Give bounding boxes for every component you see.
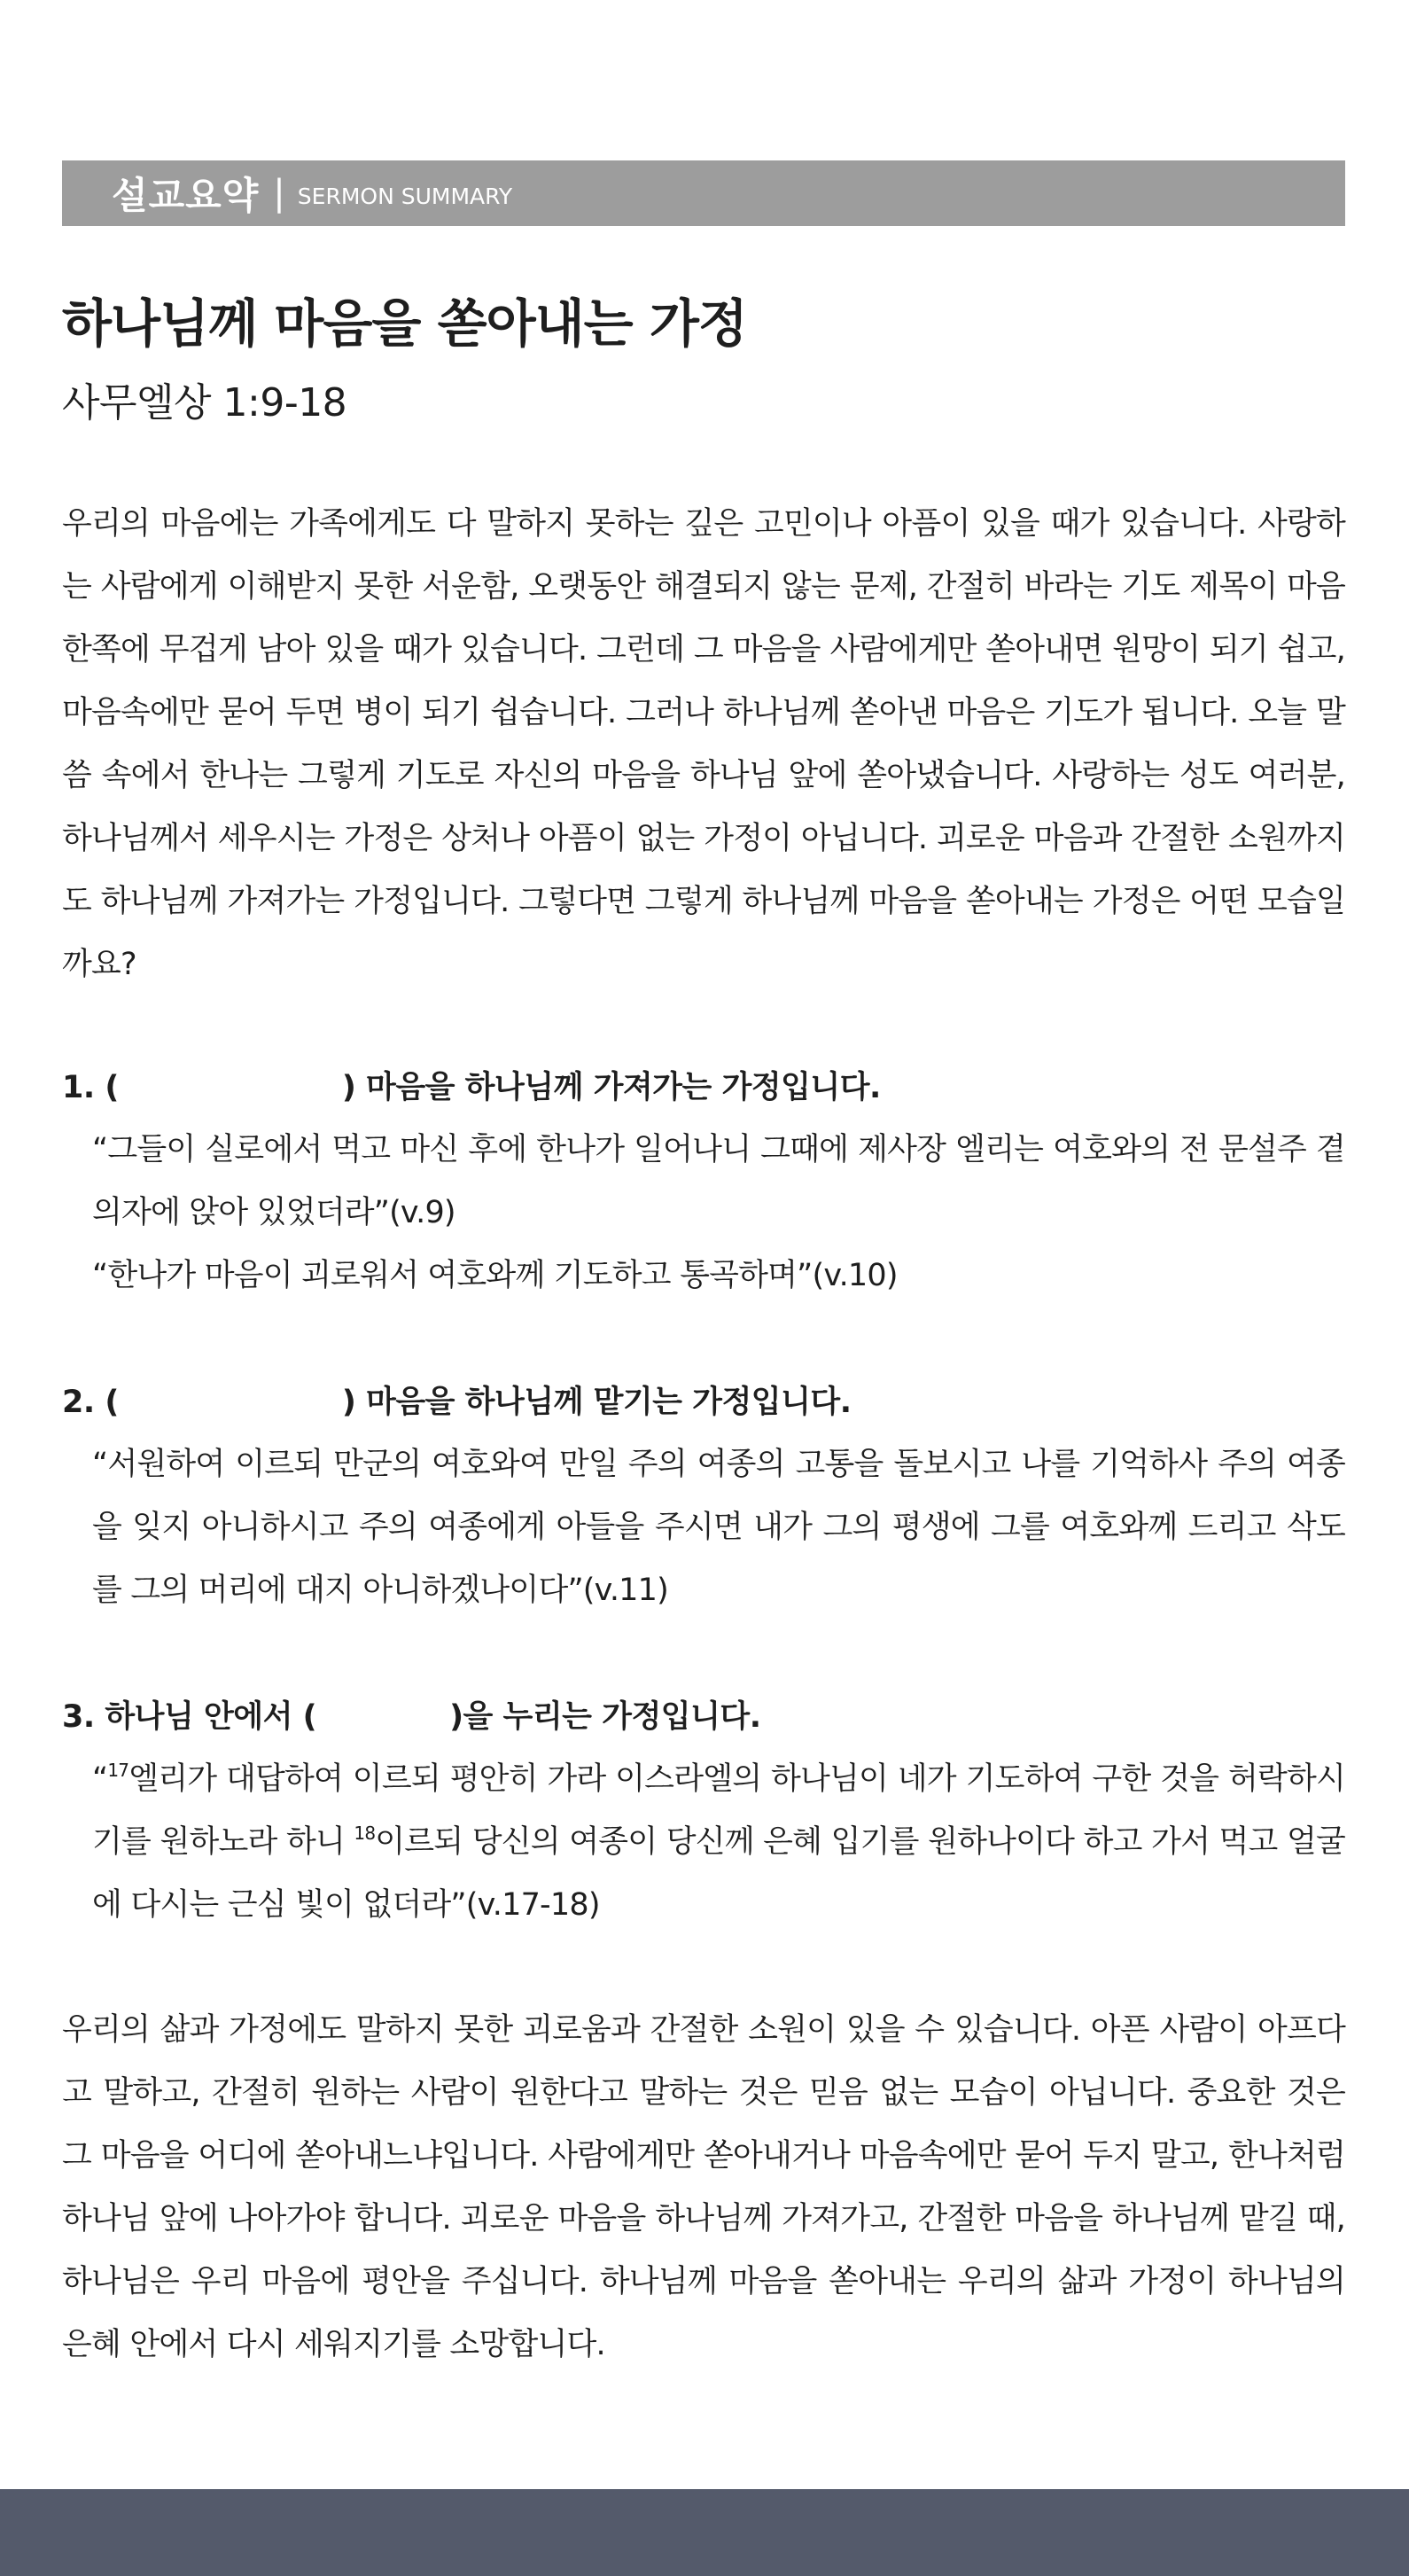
verse-quote: “그들이 실로에서 먹고 마신 후에 한나가 일어나니 그때에 제사장 엘리는 여호와의 전 문설주 곁 의자에 앉아 있었더라”(v.9) [92, 1132, 1345, 1230]
closing-paragraph: 우리의 삶과 가정에도 말하지 못한 괴로움과 간절한 소원이 있을 수 있습니다. 아픈 사람이 아프다고 말하고, 간절히 원하는 사람이 원한다고 말하는 것은 믿음 없는 모습이 아닙니다. 중요한 것은 그 마음을 어디에 쏟아내느냐입니다. 사람에게만 쏟아내거나 마음속에만 묻어 두지 말고, 한나처럼 하나님 앞에 나아가야 합니다. 괴로운 마음을 하나님께 가져가고, 간절한 마음을 하나님께 맡길 때, 하나님은 우리 마음에 평안을 주십니다. 하나님께 마음을 쏟아내는 우리의 삶과 가정이 하나님의 은혜 안에서 다시 세워지기를 소망합니다. [62, 2012, 1345, 2362]
verse-quote: “한나가 마음이 괴로워서 여호와께 기도하고 통곡하며”(v.10) [92, 1258, 898, 1293]
point-2-prefix: 2. ( [62, 1385, 119, 1420]
banner-separator: | [273, 173, 285, 214]
point-3-heading [62, 1686, 761, 1749]
section-banner [62, 160, 1345, 226]
point-2-verses [92, 1433, 1345, 1622]
point-3-suffix: )을 누리는 가정입니다. [449, 1699, 761, 1735]
point-2-heading [62, 1371, 852, 1434]
verse-quote: “서원하여 이르되 만군의 여호와여 만일 주의 여종의 고통을 돌보시고 나를 기억하사 주의 여종을 잊지 아니하시고 주의 여종에게 아들을 주시면 내가 그의 평생에 그를 여호와께 드리고 삭도를 그의 머리에 대지 아니하겠나이다”(v.11) [92, 1447, 1345, 1608]
banner-title-korean: 설교요약 [112, 174, 260, 217]
point-1-suffix: ) 마음을 하나님께 가져가는 가정입니다. [341, 1070, 881, 1105]
point-3-verses [92, 1748, 1345, 1937]
verse-quote [92, 1748, 1345, 1937]
intro-paragraph: 우리의 마음에는 가족에게도 다 말하지 못하는 깊은 고민이나 아픔이 있을 때가 있습니다. 사랑하는 사람에게 이해받지 못한 서운함, 오랫동안 해결되지 않는 문제, 간절히 바라는 기도 제목이 마음 한쪽에 무겁게 남아 있을 때가 있습니다. 그런데 그 마음을 사람에게만 쏟아내면 원망이 되기 쉽고, 마음속에만 묻어 두면 병이 되기 쉽습니다. 그러나 하나님께 쏟아낸 마음은 기도가 됩니다. 오늘 말씀 속에서 한나는 그렇게 기도로 자신의 마음을 하나님 앞에 쏟아냈습니다. 사랑하는 성도 여러분, 하나님께서 세우시는 가정은 상처나 아픔이 없는 가정이 아닙니다. 괴로운 마음과 간절한 소원까지도 하나님께 가져가는 가정입니다. 그렇다면 그렇게 하나님께 마음을 쏟아내는 가정은 어떤 모습일까요? [62, 506, 1345, 982]
sermon-title: 하나님께 마음을 쏟아내는 가정 [62, 293, 747, 354]
banner-title-english: SERMON SUMMARY [297, 183, 513, 209]
scripture-reference: 사무엘상 1:9-18 [62, 380, 347, 425]
point-1-heading [62, 1057, 881, 1120]
point-1-prefix: 1. ( [62, 1070, 119, 1105]
footer-bar [0, 2489, 1409, 2576]
verse-number: 18 [354, 1823, 376, 1844]
quote-open: “ [92, 1761, 108, 1797]
verse-number: 17 [107, 1760, 129, 1781]
point-3-prefix: 3. 하나님 안에서 ( [62, 1699, 317, 1735]
verse-text: 이르되 당신의 여종이 당신께 은혜 입기를 원하나이다 하고 가서 먹고 얼굴에 다시는 근심 빛이 없더라”(v.17-18) [92, 1824, 1346, 1923]
point-1-verses [92, 1119, 1345, 1308]
verse-text: 엘리가 대답하여 이르되 평안히 가라 이스라엘의 하나님이 네가 기도하여 구한 것을 허락하시기를 원하노라 하니 [92, 1761, 1345, 1860]
point-2-suffix: ) 마음을 하나님께 맡기는 가정입니다. [341, 1385, 852, 1420]
